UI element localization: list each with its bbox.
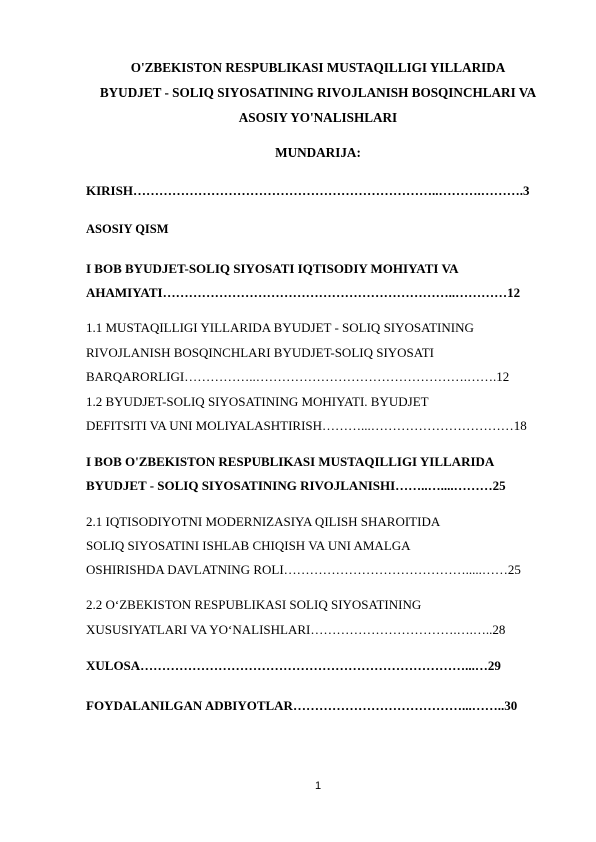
toc-entry-2-1-line1: 2.1 IQTISODIYOTNI MODERNIZASIYA QILISH SHAROITIDA [86,514,441,529]
toc-entry-2-2-line2: XUSUSIYATLARI VA YO‘NALISHLARI…………………………….….…..28 [86,622,506,637]
toc-entry-kirish: KIRISH……………………………………………………………..……….……….3 [86,183,530,198]
toc-entry-1-2-line1: 1.2 BYUDJET-SOLIQ SIYOSATINING MOHIYATI. BYUDJET [86,394,429,409]
toc-entry-2-1-line2: SOLIQ SIYOSATINI ISHLAB CHIQISH VA UNI AMALGA [86,538,411,553]
toc-entry-xulosa: XULOSA…………………………………………………………………...…29 [86,658,501,673]
toc-entry-1-1-line1: 1.1 MUSTAQILLIGI YILLARIDA BYUDJET - SOLIQ SIYOSATINING [86,320,474,335]
toc-entry-adabiyotlar: FOYDALANILGAN ADBIYOTLAR…………………………………...……..30 [86,698,518,713]
toc-entry-1-1-line2: RIVOJLANISH BOSQINCHLARI BYUDJET-SOLIQ SIYOSATI [86,345,435,360]
title-line-2: BYUDJET - SOLIQ SIYOSATINING RIVOJLANISH BOSQINCHLARI VA [99,85,537,100]
toc-entry-bob1-line2: AHAMIYATI…………………………………………………………..…………12 [86,285,521,300]
contents-heading: MUNDARIJA: [275,145,361,160]
title-line-3: ASOSIY YO'NALISHLARI [238,110,398,125]
toc-entry-bob2-line1: I BOB O'ZBEKISTON RESPUBLIKASI MUSTAQILLIGI YILLARIDA [86,454,495,469]
toc-entry-1-1-line3: BARQARORLIGI……………..………………………………………….…….12 [86,369,510,384]
toc-entry-1-2-line2: DEFITSITI VA UNI MOLIYALASHTIRISH………...……………………………18 [86,418,527,433]
toc-entry-2-1-line3: OSHIRISHDA DAVLATNING ROLI…………………………………….....……25 [86,562,521,577]
page-number: 1 [314,780,322,792]
toc-entry-bob1-line1: I BOB BYUDJET-SOLIQ SIYOSATI IQTISODIY MOHIYATI VA [86,261,459,276]
toc-entry-2-2-line1: 2.2 O‘ZBEKISTON RESPUBLIKASI SOLIQ SIYOSATINING [86,597,422,612]
title-line-1: O'ZBEKISTON RESPUBLIKASI MUSTAQILLIGI YILLARIDA [130,60,506,75]
toc-entry-asosiy-qism: ASOSIY QISM [86,222,169,236]
document-title [60,55,576,130]
toc-entry-bob2-line2: BYUDJET - SOLIQ SIYOSATINING RIVOJLANISHI……..…....………25 [86,478,506,493]
